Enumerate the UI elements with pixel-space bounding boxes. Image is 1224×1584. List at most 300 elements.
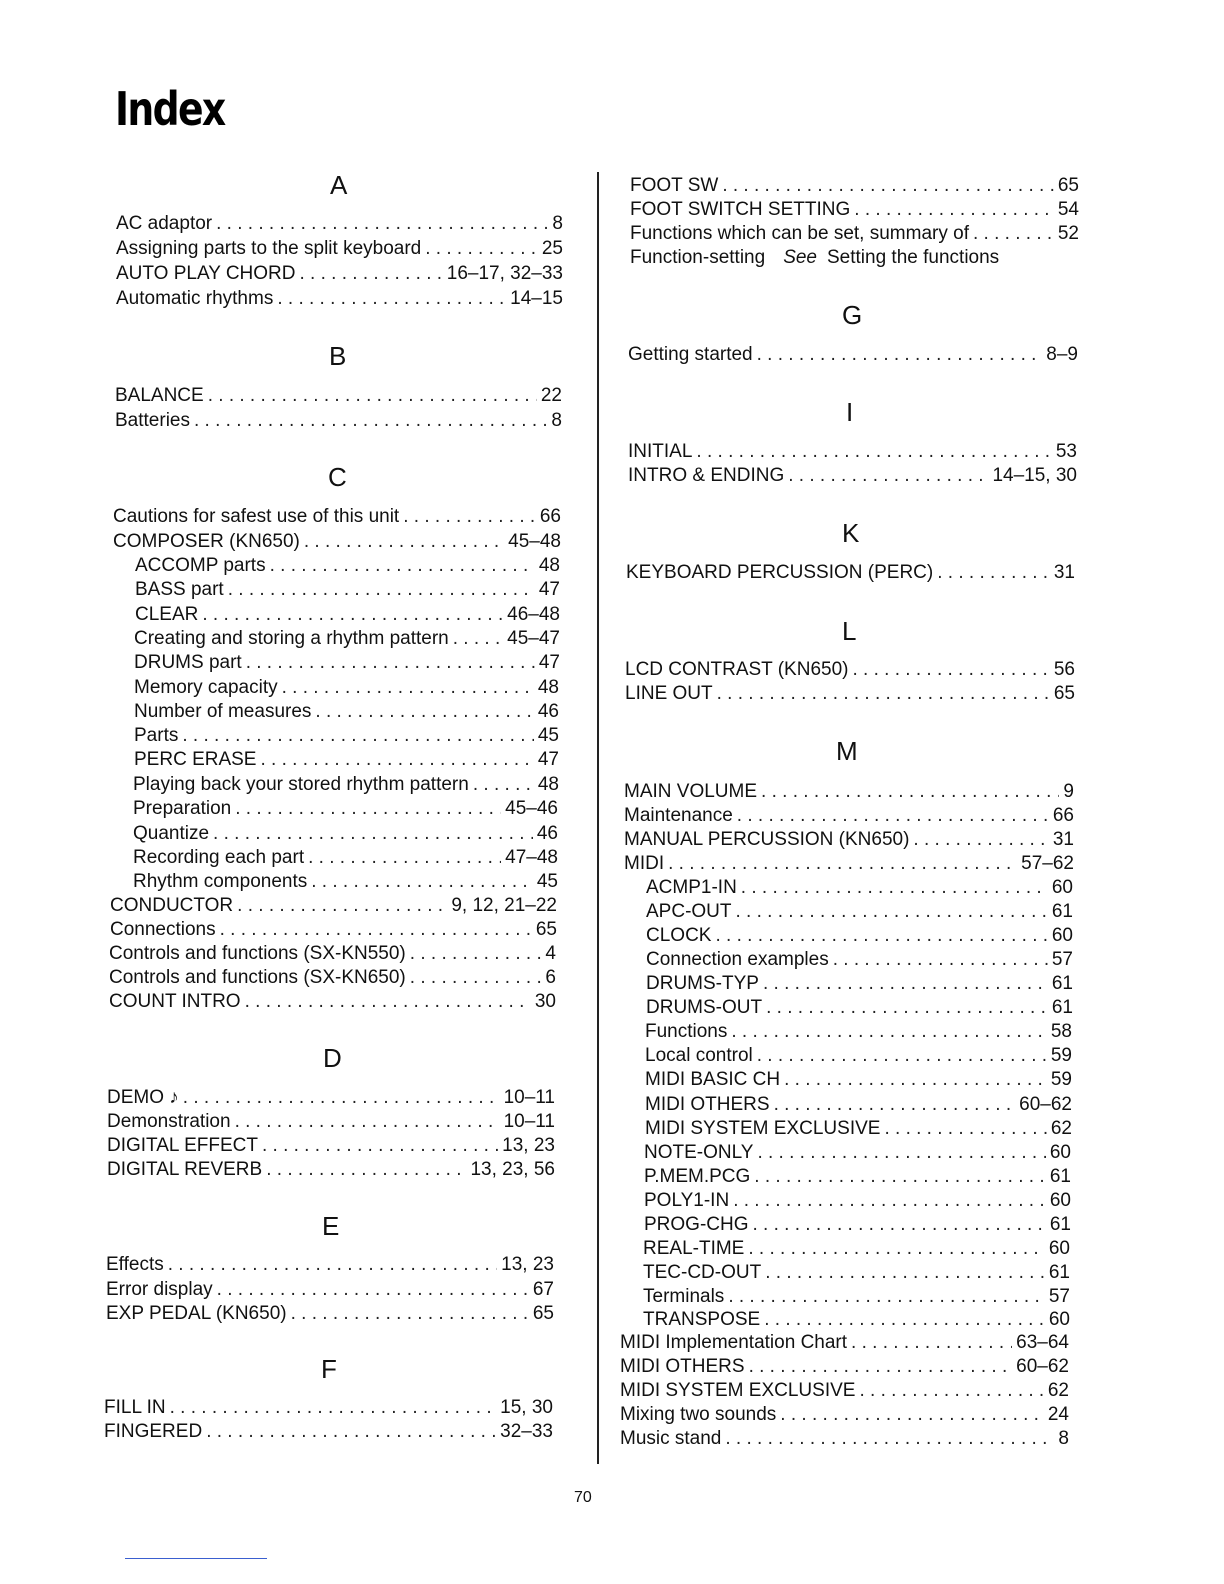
entry-pages: 6	[545, 967, 556, 988]
index-entry	[109, 990, 556, 1014]
entry-term: Music stand	[620, 1428, 722, 1449]
dot-leader	[217, 1278, 529, 1302]
entry-pages: 62	[1050, 1118, 1072, 1139]
dot-leader	[208, 384, 537, 408]
section-letter-c: C	[328, 462, 347, 492]
dot-leader	[206, 1420, 496, 1444]
entry-term: INTRO & ENDING	[628, 465, 785, 486]
index-entry	[134, 700, 559, 724]
index-entry	[643, 1285, 1070, 1309]
index-entry	[133, 773, 559, 797]
entry-term: DEMO ♪	[107, 1087, 179, 1108]
entry-pages: 61	[1049, 1214, 1071, 1235]
index-entry	[646, 972, 1073, 996]
dot-leader	[852, 658, 1049, 682]
dot-leader	[410, 966, 542, 990]
entry-pages: 48	[537, 677, 559, 698]
index-entry	[646, 948, 1073, 972]
entry-term: Recording each part	[133, 847, 305, 868]
index-entry	[645, 1020, 1072, 1044]
entry-pages: 57	[1048, 1286, 1070, 1307]
entry-pages: 10–11	[503, 1087, 555, 1108]
dot-leader	[277, 287, 506, 311]
entry-pages: 47	[537, 749, 559, 770]
dot-leader	[696, 440, 1051, 464]
section-letter-b: B	[329, 341, 347, 371]
entry-term: Demonstration	[107, 1111, 231, 1132]
dot-leader	[728, 1285, 1045, 1309]
index-entry	[644, 1189, 1071, 1213]
entry-term: Parts	[134, 725, 179, 746]
entry-term: P.MEM.PCG	[644, 1166, 751, 1187]
dot-leader	[774, 1093, 1016, 1117]
section-letter-g: G	[842, 300, 863, 330]
entry-pages: 22	[540, 385, 562, 406]
index-entry	[115, 409, 562, 433]
entry-pages: 65	[1057, 175, 1079, 196]
index-entry	[133, 846, 558, 870]
dot-leader	[168, 1253, 497, 1277]
entry-term: MIDI	[624, 853, 665, 874]
entry-term: Connection examples	[646, 949, 829, 970]
index-entry	[116, 262, 563, 286]
entry-pages: 46	[537, 701, 559, 722]
see-reference: See	[783, 247, 817, 268]
entry-term: DIGITAL EFFECT	[107, 1135, 258, 1156]
entry-term: Memory capacity	[134, 677, 278, 698]
index-entry	[109, 966, 556, 990]
index-entry	[643, 1308, 1070, 1332]
entry-term: Error display	[106, 1279, 213, 1300]
entry-pages: 46–48	[507, 604, 560, 625]
entry-pages: 65	[1053, 683, 1075, 704]
entry-term: DRUMS-OUT	[646, 997, 763, 1018]
entry-pages: 45–47	[507, 628, 560, 649]
entry-pages: 59	[1050, 1045, 1072, 1066]
dot-leader	[245, 990, 531, 1014]
index-entry	[109, 942, 556, 966]
entry-pages: 8	[552, 213, 563, 234]
index-entry	[644, 1141, 1071, 1165]
index-entry	[620, 1331, 1069, 1355]
section-letter-d: D	[323, 1043, 342, 1073]
entry-term: MIDI Implementation Chart	[620, 1332, 848, 1353]
entry-term: Playing back your stored rhythm pattern	[133, 774, 469, 795]
index-entry	[106, 1278, 554, 1302]
dot-leader	[315, 700, 533, 724]
index-entry	[643, 1261, 1070, 1285]
entry-term: REAL-TIME	[643, 1238, 745, 1259]
index-entry	[110, 894, 557, 918]
dot-leader	[764, 1308, 1045, 1332]
dot-leader	[722, 174, 1054, 198]
index-entry	[628, 440, 1077, 464]
entry-pages: 45	[536, 871, 558, 892]
entry-term: MIDI OTHERS	[645, 1094, 770, 1115]
entry-term: FILL IN	[104, 1397, 166, 1418]
entry-pages: 47–48	[505, 847, 558, 868]
dot-leader	[235, 1110, 500, 1134]
entry-pages: 48	[537, 774, 559, 795]
index-entry	[107, 1134, 555, 1158]
index-entry	[133, 870, 558, 894]
dot-leader	[403, 505, 536, 529]
entry-pages: 57–62	[1021, 853, 1074, 874]
index-entry	[133, 797, 558, 821]
dot-leader	[170, 1396, 497, 1420]
entry-term: INITIAL	[628, 441, 693, 462]
dot-leader	[235, 797, 501, 821]
entry-term: Cautions for safest use of this unit	[113, 506, 400, 527]
entry-term: MAIN VOLUME	[624, 781, 758, 802]
dot-leader	[182, 724, 534, 748]
entry-term: AC adaptor	[116, 213, 213, 234]
dot-leader	[736, 900, 1048, 924]
index-entry	[113, 530, 561, 554]
entry-pages: 52	[1057, 223, 1079, 244]
dot-leader	[784, 1068, 1047, 1092]
dot-leader	[733, 1189, 1046, 1213]
entry-pages: 58	[1050, 1021, 1072, 1042]
index-entry	[620, 1403, 1069, 1427]
entry-term: KEYBOARD PERCUSSION (PERC)	[626, 562, 934, 583]
index-entry	[106, 1253, 554, 1277]
entry-term: EXP PEDAL (KN650)	[106, 1303, 287, 1324]
dot-leader	[194, 409, 547, 433]
entry-term: PROG-CHG	[644, 1214, 749, 1235]
index-entry-see	[630, 246, 1079, 270]
entry-pages: 60	[1051, 877, 1073, 898]
index-entry	[645, 1117, 1072, 1141]
entry-term: Local control	[645, 1045, 753, 1066]
dot-leader	[717, 682, 1050, 706]
dot-leader	[780, 1403, 1044, 1427]
entry-term: NOTE-ONLY	[644, 1142, 754, 1163]
entry-term: Effects	[106, 1254, 164, 1275]
index-entry	[106, 1302, 554, 1326]
dot-leader	[741, 876, 1048, 900]
dot-leader	[715, 924, 1047, 948]
dot-leader	[270, 554, 535, 578]
entry-pages: 13, 23	[501, 1254, 554, 1275]
dot-leader	[854, 198, 1054, 222]
dot-leader	[973, 222, 1054, 246]
entry-term: COUNT INTRO	[109, 991, 241, 1012]
entry-pages: 48	[538, 555, 560, 576]
entry-pages: 9	[1063, 781, 1074, 802]
entry-pages: 62	[1047, 1380, 1069, 1401]
entry-term: Terminals	[643, 1286, 725, 1307]
entry-pages: 45–46	[505, 798, 558, 819]
entry-term: Functions	[645, 1021, 728, 1042]
index-entry	[630, 198, 1079, 222]
dot-leader	[749, 1355, 1013, 1379]
entry-pages: 61	[1048, 1262, 1070, 1283]
dot-leader	[761, 780, 1059, 804]
index-entry	[628, 464, 1077, 488]
entry-term: Quantize	[133, 823, 210, 844]
entry-pages: 66	[539, 506, 561, 527]
entry-pages: 60	[1049, 1142, 1071, 1163]
dot-leader	[311, 870, 533, 894]
entry-term: MIDI BASIC CH	[645, 1069, 781, 1090]
dot-leader	[246, 651, 535, 675]
dot-leader	[300, 262, 443, 286]
section-letter-f: F	[321, 1354, 337, 1384]
dot-leader	[763, 972, 1048, 996]
index-entry	[645, 1068, 1072, 1092]
section-letter-l: L	[842, 616, 857, 646]
entry-pages: 60	[1048, 1309, 1070, 1330]
entry-pages: 60	[1049, 1190, 1071, 1211]
entry-pages: 8	[1058, 1428, 1069, 1449]
entry-term: BALANCE	[115, 385, 204, 406]
index-entry	[630, 222, 1079, 246]
index-entry	[135, 603, 560, 627]
entry-term: CLEAR	[135, 604, 199, 625]
entry-pages: 25	[541, 238, 563, 259]
index-entry	[104, 1396, 553, 1420]
entry-pages: 60	[1048, 1238, 1070, 1259]
entry-term: POLY1-IN	[644, 1190, 730, 1211]
entry-term: Rhythm components	[133, 871, 308, 892]
entry-term: ACMP1-IN	[646, 877, 737, 898]
dot-leader	[833, 948, 1048, 972]
entry-term: DRUMS part	[134, 652, 242, 673]
index-entry	[104, 1420, 553, 1444]
entry-term: COMPOSER (KN650)	[113, 531, 300, 552]
dot-leader	[937, 561, 1050, 585]
entry-pages: 13, 23	[502, 1135, 555, 1156]
entry-term: MIDI SYSTEM EXCLUSIVE	[620, 1380, 856, 1401]
entry-pages: 66	[1052, 805, 1074, 826]
dot-leader	[731, 1020, 1046, 1044]
entry-term: DIGITAL REVERB	[107, 1159, 263, 1180]
dot-leader	[748, 1237, 1045, 1261]
footer-rule	[125, 1558, 267, 1559]
dot-leader	[262, 1134, 498, 1158]
page-title: Index	[115, 82, 225, 136]
entry-term: AUTO PLAY CHORD	[116, 263, 296, 284]
entry-term: PERC ERASE	[134, 749, 257, 770]
entry-pages: 53	[1055, 441, 1077, 462]
dot-leader	[237, 894, 447, 918]
index-entry	[624, 828, 1074, 852]
entry-term: Preparation	[133, 798, 232, 819]
dot-leader	[213, 822, 533, 846]
entry-term: Function-setting	[630, 247, 766, 268]
entry-pages: 61	[1049, 1166, 1071, 1187]
dot-leader	[757, 343, 1043, 367]
entry-pages: 56	[1053, 659, 1075, 680]
index-entry	[624, 780, 1074, 804]
section-letter-k: K	[842, 518, 860, 548]
index-entry	[620, 1427, 1069, 1451]
entry-term: Batteries	[115, 410, 190, 431]
entry-term: TEC-CD-OUT	[643, 1262, 762, 1283]
index-entry	[625, 658, 1075, 682]
index-entry	[620, 1355, 1069, 1379]
entry-term: Automatic rhythms	[116, 288, 274, 309]
entry-pages: 61	[1051, 901, 1073, 922]
dot-leader	[220, 918, 532, 942]
index-entry	[645, 1044, 1072, 1068]
entry-pages: 46	[536, 823, 558, 844]
dot-leader	[788, 464, 988, 488]
index-entry	[134, 748, 559, 772]
entry-term: CONDUCTOR	[110, 895, 234, 916]
dot-leader	[228, 578, 535, 602]
index-entry	[646, 900, 1073, 924]
index-entry	[645, 1093, 1072, 1117]
index-entry	[646, 924, 1073, 948]
entry-pages: 45–48	[508, 531, 561, 552]
dot-leader	[737, 804, 1049, 828]
entry-pages: 14–15	[510, 288, 563, 309]
dot-leader	[859, 1379, 1043, 1403]
dot-leader	[410, 942, 542, 966]
index-entry	[134, 676, 559, 700]
entry-pages: 47	[538, 652, 560, 673]
entry-term: CLOCK	[646, 925, 712, 946]
dot-leader	[757, 1141, 1045, 1165]
section-letter-m: M	[836, 736, 858, 766]
entry-term: Controls and functions (SX-KN550)	[109, 943, 406, 964]
entry-term: Mixing two sounds	[620, 1404, 777, 1425]
index-entry	[107, 1158, 555, 1182]
index-entry	[624, 852, 1074, 876]
dot-leader	[668, 852, 1017, 876]
index-entry	[116, 212, 563, 236]
entry-term: Assigning parts to the split keyboard	[116, 238, 422, 259]
index-entry	[626, 561, 1075, 585]
index-entry	[107, 1086, 555, 1110]
entry-pages: 60	[1051, 925, 1073, 946]
page-number: 70	[574, 1489, 592, 1506]
dot-leader	[291, 1302, 529, 1326]
index-entry	[113, 505, 561, 529]
entry-pages: 14–15, 30	[992, 465, 1077, 486]
section-letter-i: I	[846, 397, 854, 427]
index-entry	[110, 918, 557, 942]
entry-pages: 59	[1050, 1069, 1072, 1090]
index-entry	[644, 1213, 1071, 1237]
entry-pages: 32–33	[500, 1421, 553, 1442]
index-entry	[630, 174, 1079, 198]
entry-pages: 67	[532, 1279, 554, 1300]
entry-pages: 61	[1051, 973, 1073, 994]
index-entry	[625, 682, 1075, 706]
dot-leader	[765, 1261, 1045, 1285]
entry-term: ACCOMP parts	[135, 555, 266, 576]
entry-term: FOOT SW	[630, 175, 719, 196]
dot-leader	[266, 1158, 466, 1182]
dot-leader	[757, 1044, 1047, 1068]
entry-pages: 24	[1047, 1404, 1069, 1425]
index-entry	[644, 1165, 1071, 1189]
entry-pages: 45	[537, 725, 559, 746]
index-entry	[133, 822, 558, 846]
entry-pages: 47	[538, 579, 560, 600]
index-entry	[646, 876, 1073, 900]
dot-leader	[473, 773, 534, 797]
entry-term: Controls and functions (SX-KN650)	[109, 967, 406, 988]
index-entry	[620, 1379, 1069, 1403]
entry-pages: 10–11	[503, 1111, 555, 1132]
entry-pages: 65	[532, 1303, 554, 1324]
dot-leader	[183, 1086, 500, 1110]
entry-pages: 4	[545, 943, 556, 964]
dot-leader	[308, 846, 501, 870]
index-entry	[134, 724, 559, 748]
dot-leader	[260, 748, 533, 772]
index-entry	[115, 384, 562, 408]
entry-term: MIDI SYSTEM EXCLUSIVE	[645, 1118, 881, 1139]
column-divider	[597, 172, 599, 1464]
entry-term: BASS part	[135, 579, 224, 600]
dot-leader	[725, 1427, 1054, 1451]
entry-pages: 31	[1052, 829, 1074, 850]
section-letter-a: A	[330, 170, 348, 200]
dot-leader	[913, 828, 1048, 852]
dot-leader	[766, 996, 1048, 1020]
entry-pages: 8	[551, 410, 562, 431]
entry-pages: 30	[534, 991, 556, 1012]
index-entry	[135, 578, 560, 602]
index-entry	[628, 343, 1078, 367]
dot-leader	[754, 1165, 1046, 1189]
entry-term: APC-OUT	[646, 901, 732, 922]
entry-pages: 57	[1051, 949, 1073, 970]
index-entry	[624, 804, 1074, 828]
entry-term: LCD CONTRAST (KN650)	[625, 659, 849, 680]
dot-leader	[216, 212, 548, 236]
entry-pages: 9, 12, 21–22	[451, 895, 557, 916]
entry-pages: 13, 23, 56	[470, 1159, 555, 1180]
index-entry	[134, 627, 560, 651]
entry-pages: 61	[1051, 997, 1073, 1018]
index-entry	[646, 996, 1073, 1020]
dot-leader	[202, 603, 503, 627]
index-entry	[134, 651, 560, 675]
index-entry	[643, 1237, 1070, 1261]
dot-leader	[884, 1117, 1046, 1141]
entry-pages: 15, 30	[500, 1397, 553, 1418]
entry-term: Maintenance	[624, 805, 733, 826]
entry-pages: 8–9	[1046, 344, 1078, 365]
entry-pages: 31	[1053, 562, 1075, 583]
dot-leader	[453, 627, 503, 651]
dot-leader	[425, 237, 538, 261]
entry-term: LINE OUT	[625, 683, 713, 704]
entry-term: TRANSPOSE	[643, 1309, 761, 1330]
entry-term: FOOT SWITCH SETTING	[630, 199, 851, 220]
index-entry	[116, 237, 563, 261]
index-entry	[107, 1110, 555, 1134]
see-target: Setting the functions	[827, 247, 1000, 268]
entry-term: Creating and storing a rhythm pattern	[134, 628, 449, 649]
entry-pages: 65	[535, 919, 557, 940]
entry-term: MIDI OTHERS	[620, 1356, 745, 1377]
dot-leader	[851, 1331, 1012, 1355]
section-letter-e: E	[322, 1211, 340, 1241]
entry-term: Number of measures	[134, 701, 312, 722]
dot-leader	[753, 1213, 1046, 1237]
index-entry	[116, 287, 563, 311]
index-entry	[135, 554, 560, 578]
entry-pages: 60–62	[1016, 1356, 1069, 1377]
entry-term: MANUAL PERCUSSION (KN650)	[624, 829, 910, 850]
